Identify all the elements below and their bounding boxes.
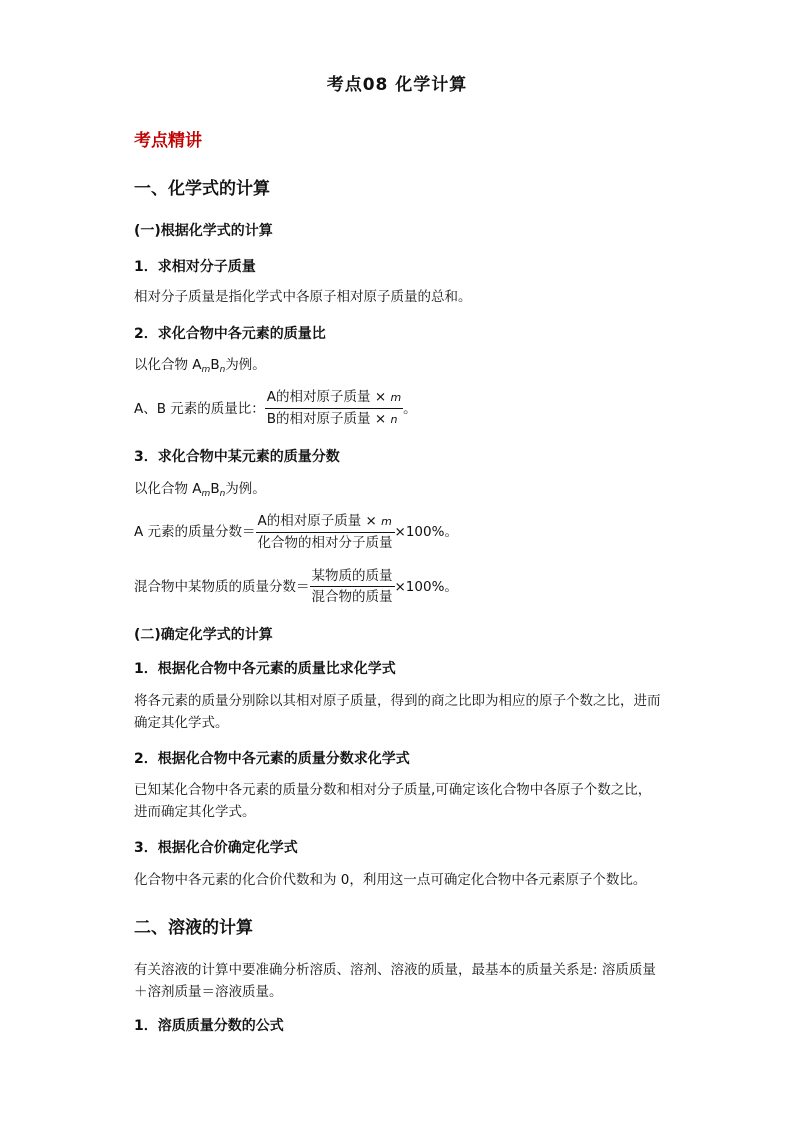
item3-example: 以化合物 $A_mB_n$为例。	[134, 481, 266, 499]
mass-ratio-formula: A、B 元素的质量比： $\frac{\text{A的相对原子质量 × m}}{\text{B的相对原子质量 × n}}$ 。	[134, 389, 417, 427]
part1-heading: 一、化学式的计算	[134, 179, 270, 199]
item2-example: 以化合物 $A_mB_n$为例。	[134, 357, 266, 375]
part2-heading: 二、溶液的计算	[134, 918, 253, 938]
mixture-fraction-formula: 混合物中某物质的质量分数＝ $\frac{\text{某物质的质量}}{\text{混合物的质量}}$ ×100%。	[134, 568, 458, 605]
fraction: $\frac{\text{A的相对原子质量 × m}}{\text{化合物的相对分子质量}}$	[257, 513, 393, 551]
formula-label: A、B 元素的质量比：	[134, 400, 265, 417]
sub2-heading: (二)确定化学式的计算	[134, 627, 273, 643]
sub2-item2-heading: 2．根据化合物中各元素的质量分数求化学式	[134, 751, 410, 767]
sub2-item2-text: 已知某化合物中各元素的质量分数和相对分子质量,可确定该化合物中各原子个数之比，进而确定其化学式。	[134, 782, 652, 820]
fraction: $\frac{\text{A的相对原子质量 × m}}{\text{B的相对原子质量 × n}}$	[266, 389, 402, 427]
element-fraction-formula: A 元素的质量分数＝ $\frac{\text{A的相对原子质量 × m}}{\text{化合物的相对分子质量}}$ ×100%。	[134, 513, 458, 551]
item1-heading: 1．求相对分子质量	[134, 259, 256, 275]
page-title: 考点08 化学计算	[326, 75, 468, 95]
section-label: 考点精讲	[134, 131, 202, 151]
part2-text: 有关溶液的计算中要准确分析溶质、溶剂、溶液的质量，最基本的质量关系是: 溶质质量＋溶剂质量＝溶液质量。	[134, 962, 656, 1000]
sub1-heading: (一)根据化学式的计算	[134, 223, 273, 239]
sub2-item3-heading: 3．根据化合价确定化学式	[134, 840, 298, 856]
fraction: $\frac{\text{某物质的质量}}{\text{混合物的质量}}$	[311, 568, 393, 605]
item2-heading: 2．求化合物中各元素的质量比	[134, 326, 326, 342]
item1-text: 相对分子质量是指化学式中各原子相对原子质量的总和。	[134, 289, 472, 305]
part2-item1-heading: 1．溶质质量分数的公式	[134, 1018, 284, 1034]
sub2-item1-text: 将各元素的质量分别除以其相对原子质量，得到的商之比即为相应的原子个数之比，进而确定其化学式。	[134, 693, 661, 731]
sub2-item1-heading: 1．根据化合物中各元素的质量比求化学式	[134, 661, 396, 677]
item3-heading: 3．求化合物中某元素的质量分数	[134, 449, 340, 465]
sub2-item3-text: 化合物中各元素的化合价代数和为 0，利用这一点可确定化合物中各元素原子个数比。	[134, 872, 647, 888]
